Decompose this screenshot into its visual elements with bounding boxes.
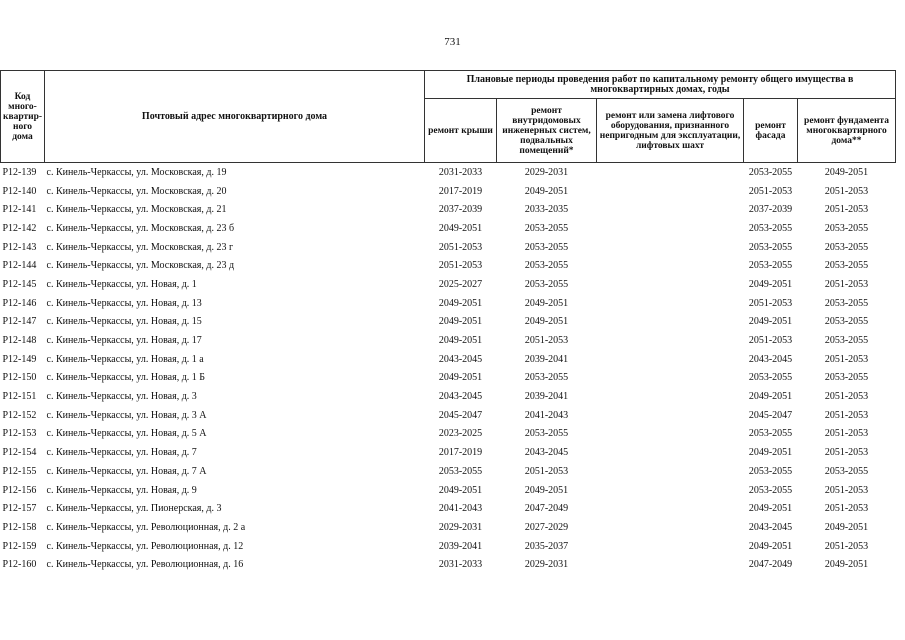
elevator-period — [597, 369, 744, 388]
facade-period: 2053-2055 — [748, 166, 793, 178]
roof-period: 2045-2047 — [438, 409, 483, 421]
house-address: с. Кинель-Черкассы, ул. Новая, д. 1 Б — [46, 372, 206, 384]
roof-period: 2049-2051 — [438, 316, 483, 328]
capital-repair-table — [0, 70, 896, 574]
systems-period: 2041-2043 — [524, 409, 569, 421]
systems-period: 2039-2041 — [524, 391, 569, 403]
roof-period: 2041-2043 — [438, 503, 483, 515]
house-code: Р12-147 — [2, 316, 37, 328]
house-code: Р12-156 — [2, 484, 37, 496]
systems-period: 2051-2053 — [524, 465, 569, 477]
house-code: Р12-143 — [2, 241, 37, 253]
facade-period: 2051-2053 — [748, 335, 793, 347]
foundation-period: 2051-2053 — [824, 428, 869, 440]
systems-period: 2053-2055 — [524, 372, 569, 384]
table-row — [1, 537, 896, 556]
facade-period: 2049-2051 — [748, 447, 793, 459]
roof-period: 2017-2019 — [438, 185, 483, 197]
foundation-period: 2051-2053 — [824, 185, 869, 197]
systems-period: 2029-2031 — [524, 559, 569, 571]
foundation-period: 2049-2051 — [824, 521, 869, 533]
systems-period: 2035-2037 — [524, 540, 569, 552]
header-foundation: ремонт фундамента многоквартирного дома** — [798, 99, 896, 163]
foundation-period: 2051-2053 — [824, 484, 869, 496]
systems-period: 2039-2041 — [524, 353, 569, 365]
page-number: 731 — [444, 36, 461, 48]
house-code: Р12-159 — [2, 540, 37, 552]
house-address: с. Кинель-Черкассы, ул. Новая, д. 7 — [46, 447, 197, 459]
table-header-row — [1, 71, 896, 99]
house-code: Р12-139 — [2, 166, 37, 178]
facade-period: 2047-2049 — [748, 559, 793, 571]
roof-period: 2039-2041 — [438, 540, 483, 552]
elevator-period — [597, 462, 744, 481]
house-address: с. Кинель-Черкассы, ул. Новая, д. 7 А — [46, 465, 207, 477]
house-address: с. Кинель-Черкассы, ул. Новая, д. 1 — [46, 278, 197, 290]
table-row — [1, 443, 896, 462]
roof-period: 2023-2025 — [438, 428, 483, 440]
facade-period: 2049-2051 — [748, 278, 793, 290]
facade-period: 2053-2055 — [748, 484, 793, 496]
table-row — [1, 200, 896, 219]
foundation-period: 2051-2053 — [824, 409, 869, 421]
header-elevator: ремонт или замена лифтового оборудования, признанного непригодным для эксплуатации, лифтовых шахт — [597, 99, 744, 163]
facade-period: 2053-2055 — [748, 241, 793, 253]
table-row — [1, 406, 896, 425]
foundation-period: 2051-2053 — [824, 503, 869, 515]
elevator-period — [597, 275, 744, 294]
house-code: Р12-150 — [2, 372, 37, 384]
systems-period: 2033-2035 — [524, 204, 569, 216]
table-body — [1, 163, 896, 575]
house-code: Р12-157 — [2, 503, 37, 515]
systems-period: 2049-2051 — [524, 316, 569, 328]
elevator-period — [597, 537, 744, 556]
house-code: Р12-145 — [2, 278, 37, 290]
house-code: Р12-149 — [2, 353, 37, 365]
facade-period: 2049-2051 — [748, 391, 793, 403]
elevator-period — [597, 387, 744, 406]
house-code: Р12-148 — [2, 335, 37, 347]
house-code: Р12-141 — [2, 204, 37, 216]
foundation-period: 2051-2053 — [824, 204, 869, 216]
facade-period: 2051-2053 — [748, 185, 793, 197]
facade-period: 2049-2051 — [748, 503, 793, 515]
house-address: с. Кинель-Черкассы, ул. Новая, д. 3 — [46, 391, 197, 403]
systems-period: 2043-2045 — [524, 447, 569, 459]
foundation-period: 2049-2051 — [824, 559, 869, 571]
table-row — [1, 518, 896, 537]
table-row — [1, 294, 896, 313]
table-row — [1, 555, 896, 574]
elevator-period — [597, 555, 744, 574]
roof-period: 2049-2051 — [438, 484, 483, 496]
house-code: Р12-153 — [2, 428, 37, 440]
house-address: с. Кинель-Черкассы, ул. Революционная, д. 16 — [46, 559, 244, 571]
table-row — [1, 256, 896, 275]
foundation-period: 2051-2053 — [824, 391, 869, 403]
table-row — [1, 313, 896, 332]
house-address: с. Кинель-Черкассы, ул. Новая, д. 3 А — [46, 409, 207, 421]
roof-period: 2031-2033 — [438, 166, 483, 178]
roof-period: 2031-2033 — [438, 559, 483, 571]
house-address: с. Кинель-Черкассы, ул. Московская, д. 20 — [46, 185, 227, 197]
facade-period: 2043-2045 — [748, 353, 793, 365]
roof-period: 2017-2019 — [438, 447, 483, 459]
house-address: с. Кинель-Черкассы, ул. Новая, д. 9 — [46, 484, 197, 496]
table-row — [1, 331, 896, 350]
header-planned-periods: Плановые периоды проведения работ по капитальному ремонту общего имущества в многоквартирных домах, годы — [425, 71, 896, 99]
house-address: с. Кинель-Черкассы, ул. Новая, д. 17 — [46, 335, 202, 347]
elevator-period — [597, 294, 744, 313]
facade-period: 2053-2055 — [748, 260, 793, 272]
elevator-period — [597, 256, 744, 275]
header-roof: ремонт крыши — [425, 99, 497, 163]
roof-period: 2049-2051 — [438, 297, 483, 309]
roof-period: 2037-2039 — [438, 204, 483, 216]
elevator-period — [597, 518, 744, 537]
facade-period: 2053-2055 — [748, 222, 793, 234]
systems-period: 2027-2029 — [524, 521, 569, 533]
roof-period: 2043-2045 — [438, 353, 483, 365]
facade-period: 2053-2055 — [748, 428, 793, 440]
elevator-period — [597, 425, 744, 444]
header-code: Код много-квартир-ного дома — [1, 71, 45, 163]
table-row — [1, 425, 896, 444]
house-code: Р12-154 — [2, 447, 37, 459]
table-row — [1, 350, 896, 369]
house-address: с. Кинель-Черкассы, ул. Пионерская, д. 3 — [46, 503, 222, 515]
systems-period: 2053-2055 — [524, 222, 569, 234]
systems-period: 2049-2051 — [524, 297, 569, 309]
foundation-period: 2049-2051 — [824, 166, 869, 178]
table-row — [1, 369, 896, 388]
house-code: Р12-152 — [2, 409, 37, 421]
roof-period: 2029-2031 — [438, 521, 483, 533]
house-code: Р12-144 — [2, 260, 37, 272]
table-row — [1, 462, 896, 481]
foundation-period: 2053-2055 — [824, 241, 869, 253]
elevator-period — [597, 200, 744, 219]
systems-period: 2053-2055 — [524, 260, 569, 272]
systems-period: 2053-2055 — [524, 241, 569, 253]
house-address: с. Кинель-Черкассы, ул. Революционная, д. 12 — [46, 540, 244, 552]
roof-period: 2049-2051 — [438, 335, 483, 347]
roof-period: 2049-2051 — [438, 222, 483, 234]
elevator-period — [597, 406, 744, 425]
table-row — [1, 387, 896, 406]
header-address: Почтовый адрес многоквартирного дома — [45, 71, 425, 163]
table-row — [1, 219, 896, 238]
house-address: с. Кинель-Черкассы, ул. Новая, д. 5 А — [46, 428, 207, 440]
foundation-period: 2053-2055 — [824, 297, 869, 309]
systems-period: 2051-2053 — [524, 335, 569, 347]
systems-period: 2049-2051 — [524, 484, 569, 496]
foundation-period: 2051-2053 — [824, 353, 869, 365]
table-row — [1, 499, 896, 518]
house-address: с. Кинель-Черкассы, ул. Московская, д. 23 б — [46, 222, 235, 234]
elevator-period — [597, 182, 744, 201]
systems-period: 2053-2055 — [524, 428, 569, 440]
house-address: с. Кинель-Черкассы, ул. Революционная, д. 2 а — [46, 521, 246, 533]
house-code: Р12-155 — [2, 465, 37, 477]
facade-period: 2053-2055 — [748, 372, 793, 384]
elevator-period — [597, 331, 744, 350]
elevator-period — [597, 350, 744, 369]
header-systems: ремонт внутридомовых инженерных систем, подвальных помещений* — [497, 99, 597, 163]
roof-period: 2051-2053 — [438, 241, 483, 253]
table-row — [1, 481, 896, 500]
roof-period: 2025-2027 — [438, 278, 483, 290]
house-code: Р12-151 — [2, 391, 37, 403]
house-address: с. Кинель-Черкассы, ул. Новая, д. 13 — [46, 297, 202, 309]
foundation-period: 2053-2055 — [824, 260, 869, 272]
table-row — [1, 163, 896, 182]
house-address: с. Кинель-Черкассы, ул. Московская, д. 23 д — [46, 260, 235, 272]
roof-period: 2053-2055 — [438, 465, 483, 477]
foundation-period: 2053-2055 — [824, 222, 869, 234]
roof-period: 2049-2051 — [438, 372, 483, 384]
house-address: с. Кинель-Черкассы, ул. Московская, д. 21 — [46, 204, 227, 216]
elevator-period — [597, 238, 744, 257]
roof-period: 2051-2053 — [438, 260, 483, 272]
house-code: Р12-140 — [2, 185, 37, 197]
facade-period: 2043-2045 — [748, 521, 793, 533]
facade-period: 2049-2051 — [748, 540, 793, 552]
systems-period: 2029-2031 — [524, 166, 569, 178]
foundation-period: 2051-2053 — [824, 540, 869, 552]
house-address: с. Кинель-Черкассы, ул. Московская, д. 19 — [46, 166, 227, 178]
elevator-period — [597, 499, 744, 518]
roof-period: 2043-2045 — [438, 391, 483, 403]
elevator-period — [597, 443, 744, 462]
elevator-period — [597, 219, 744, 238]
table-row — [1, 238, 896, 257]
elevator-period — [597, 313, 744, 332]
house-code: Р12-142 — [2, 222, 37, 234]
house-address: с. Кинель-Черкассы, ул. Московская, д. 23 г — [46, 241, 234, 253]
header-facade: ремонт фасада — [744, 99, 798, 163]
facade-period: 2053-2055 — [748, 465, 793, 477]
foundation-period: 2051-2053 — [824, 278, 869, 290]
systems-period: 2047-2049 — [524, 503, 569, 515]
facade-period: 2049-2051 — [748, 316, 793, 328]
house-address: с. Кинель-Черкассы, ул. Новая, д. 15 — [46, 316, 202, 328]
house-code: Р12-160 — [2, 559, 37, 571]
house-code: Р12-146 — [2, 297, 37, 309]
facade-period: 2037-2039 — [748, 204, 793, 216]
facade-period: 2045-2047 — [748, 409, 793, 421]
systems-period: 2049-2051 — [524, 185, 569, 197]
foundation-period: 2053-2055 — [824, 335, 869, 347]
house-code: Р12-158 — [2, 521, 37, 533]
elevator-period — [597, 481, 744, 500]
elevator-period — [597, 163, 744, 182]
table-row — [1, 275, 896, 294]
table-row — [1, 182, 896, 201]
facade-period: 2051-2053 — [748, 297, 793, 309]
foundation-period: 2053-2055 — [824, 316, 869, 328]
systems-period: 2053-2055 — [524, 278, 569, 290]
foundation-period: 2053-2055 — [824, 465, 869, 477]
house-address: с. Кинель-Черкассы, ул. Новая, д. 1 а — [46, 353, 204, 365]
foundation-period: 2051-2053 — [824, 447, 869, 459]
foundation-period: 2053-2055 — [824, 372, 869, 384]
